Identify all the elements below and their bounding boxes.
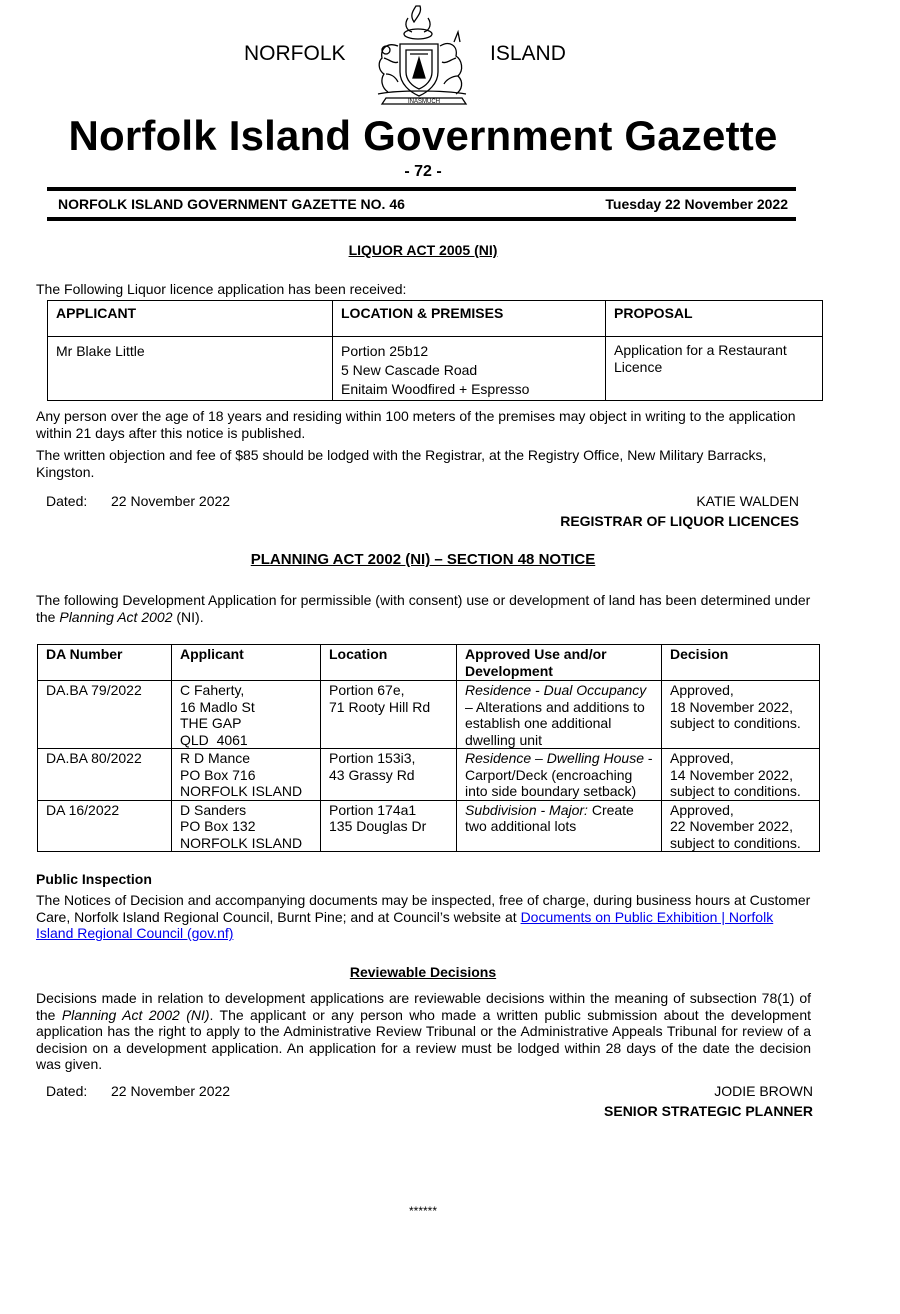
decision-line: 18 November 2022, bbox=[670, 698, 793, 715]
cell-da-number: DA.BA 80/2022 bbox=[38, 749, 172, 801]
use-detail: Create two additional lots bbox=[465, 801, 634, 834]
decision-line: subject to conditions. bbox=[670, 834, 801, 851]
applicant-line: NORFOLK ISLAND bbox=[180, 783, 303, 799]
applicant-line: 16 Madlo St bbox=[180, 698, 255, 715]
liquor-signatory: KATIE WALDEN bbox=[696, 493, 799, 509]
reviewable-act-name: Planning Act 2002 (NI) bbox=[61, 1006, 210, 1023]
use-type: Residence – Dwelling House bbox=[465, 750, 644, 766]
decision-line: Approved, bbox=[670, 801, 734, 818]
decision-line: subject to conditions. bbox=[670, 715, 801, 731]
gazette-date: Tuesday 22 November 2022 bbox=[605, 196, 788, 212]
location-line: Portion 174a1 bbox=[329, 801, 417, 818]
gazette-title: Norfolk Island Government Gazette bbox=[68, 112, 778, 159]
liquor-table bbox=[47, 300, 823, 401]
svg-text:INASMUCH: INASMUCH bbox=[407, 99, 441, 105]
cell-decision bbox=[662, 800, 820, 852]
applicant-line: D Sanders bbox=[180, 801, 247, 818]
cell-da-number: DA 16/2022 bbox=[38, 800, 172, 852]
cell-decision bbox=[662, 749, 820, 801]
col-approved-use: Approved Use and/or Development bbox=[457, 645, 662, 681]
planning-dated-label: Dated: bbox=[46, 1083, 88, 1099]
reviewable-body-end: . The applicant or any person who made a written public submission about the development application has the right to apply to the Administrative Review Tribunal or the Administrative Appeals Tribunal for review of a decision on a development application. An application for a review must be lodged within 28 days of the date the decision was given. bbox=[36, 1006, 811, 1072]
inspection-heading: Public Inspection bbox=[36, 871, 152, 887]
col-applicant: Applicant bbox=[172, 645, 321, 681]
page-number: - 72 - bbox=[404, 163, 442, 180]
col-da-number: DA Number bbox=[38, 645, 172, 681]
location-line: Portion 25b12 bbox=[341, 343, 429, 359]
applicant-line: R D Mance bbox=[180, 750, 251, 766]
applicant-line: NORFOLK ISLAND bbox=[180, 834, 303, 851]
liquor-signatory-title: REGISTRAR OF LIQUOR LICENCES bbox=[560, 513, 799, 529]
table-row bbox=[38, 749, 820, 801]
col-location: LOCATION & PREMISES bbox=[333, 301, 606, 337]
liquor-objection: Any person over the age of 18 years and residing within 100 meters of the premises may object in writing to the application within 21 days after this notice is published. bbox=[36, 408, 796, 441]
col-location: Location bbox=[321, 645, 457, 681]
liquor-fee: The written objection and fee of $85 should be lodged with the Registrar, at the Registry Office, New Military Barracks, Kingston. bbox=[36, 447, 767, 480]
use-detail: - Carport/Deck (encroaching into side boundary setback) bbox=[465, 750, 653, 799]
applicant-line: C Faherty, bbox=[180, 682, 245, 698]
table-row bbox=[48, 337, 823, 401]
planning-heading: PLANNING ACT 2002 (NI) – SECTION 48 NOTICE bbox=[250, 551, 596, 568]
gazette-issue: NORFOLK ISLAND GOVERNMENT GAZETTE NO. 46 bbox=[58, 196, 405, 212]
cell-applicant: Mr Blake Little bbox=[48, 337, 333, 401]
masthead-left-word: NORFOLK bbox=[244, 42, 346, 65]
cell-location bbox=[333, 337, 606, 401]
cell-proposal: Application for a Restaurant Licence bbox=[606, 337, 823, 401]
cell-location bbox=[321, 749, 457, 801]
decision-line: subject to conditions. bbox=[670, 783, 801, 799]
cell-approved-use bbox=[457, 681, 662, 749]
header-rule-top bbox=[47, 187, 796, 191]
decision-line: 14 November 2022, bbox=[670, 766, 793, 783]
col-proposal: PROPOSAL bbox=[606, 301, 823, 337]
decision-line: 22 November 2022, bbox=[670, 818, 793, 834]
end-marker: ****** bbox=[408, 1204, 438, 1218]
intro-act-name: Planning Act 2002 bbox=[59, 608, 173, 625]
table-row bbox=[38, 800, 820, 852]
reviewable-body: Decisions made in relation to development applications are reviewable decisions within the meaning of subsection 78(1) of the bbox=[36, 990, 811, 1023]
planning-table bbox=[37, 644, 820, 852]
applicant-line: QLD 4061 bbox=[180, 731, 248, 748]
location-line: Enitaim Woodfired + Espresso bbox=[341, 381, 530, 397]
inspection-body: The Notices of Decision and accompanying documents may be inspected, free of charge, during business hours at Customer Care, Norfolk Island Regional Council, Burnt Pine; and at Council’s website at bbox=[36, 892, 811, 925]
masthead-right-word: ISLAND bbox=[490, 42, 566, 65]
header-rule-bottom bbox=[47, 217, 796, 221]
cell-approved-use bbox=[457, 800, 662, 852]
cell-approved-use bbox=[457, 749, 662, 801]
public-exhibition-link[interactable]: Documents on Public Exhibition | Norfolk Island Regional Council (gov.nf) bbox=[36, 908, 774, 941]
cell-applicant bbox=[172, 800, 321, 852]
planning-signatory-title: SENIOR STRATEGIC PLANNER bbox=[604, 1103, 813, 1119]
inspection-text bbox=[36, 892, 811, 942]
decision-line: Approved, bbox=[670, 750, 734, 766]
col-decision: Decision bbox=[662, 645, 820, 681]
location-line: Portion 153i3, bbox=[329, 750, 416, 766]
applicant-line: THE GAP bbox=[180, 715, 242, 731]
cell-decision bbox=[662, 681, 820, 749]
use-type: Subdivision - Major: bbox=[465, 801, 588, 818]
liquor-heading: LIQUOR ACT 2005 (NI) bbox=[348, 242, 498, 258]
cell-location bbox=[321, 681, 457, 749]
cell-applicant bbox=[172, 681, 321, 749]
col-applicant: APPLICANT bbox=[48, 301, 333, 337]
coat-of-arms-icon bbox=[366, 2, 480, 108]
cell-da-number: DA.BA 79/2022 bbox=[38, 681, 172, 749]
use-type: Residence - Dual Occupancy bbox=[465, 682, 647, 698]
table-row bbox=[38, 681, 820, 749]
reviewable-heading: Reviewable Decisions bbox=[349, 964, 497, 980]
reviewable-text bbox=[36, 990, 811, 1073]
table-header-row bbox=[48, 301, 823, 337]
liquor-dated-label: Dated: bbox=[46, 493, 88, 509]
location-line: 135 Douglas Dr bbox=[329, 818, 427, 834]
applicant-line: PO Box 132 bbox=[180, 818, 256, 834]
location-line: 43 Grassy Rd bbox=[329, 766, 415, 783]
location-line: 5 New Cascade Road bbox=[341, 362, 478, 378]
planning-dated-value: 22 November 2022 bbox=[111, 1083, 231, 1099]
applicant-line: PO Box 716 bbox=[180, 766, 256, 783]
liquor-dated-value: 22 November 2022 bbox=[111, 493, 231, 509]
location-line: Portion 67e, bbox=[329, 682, 405, 698]
table-header-row bbox=[38, 645, 820, 681]
intro-text: The following Development Application for permissible (with consent) use or development of land has been determined under the bbox=[36, 592, 811, 625]
liquor-intro: The Following Liquor licence application has been received: bbox=[36, 281, 407, 297]
cell-applicant bbox=[172, 749, 321, 801]
planning-intro bbox=[36, 592, 811, 625]
decision-line: Approved, bbox=[670, 682, 734, 698]
intro-text-end: (NI). bbox=[172, 608, 204, 625]
planning-signatory: JODIE BROWN bbox=[714, 1083, 813, 1099]
cell-location bbox=[321, 800, 457, 852]
location-line: 71 Rooty Hill Rd bbox=[329, 698, 431, 715]
use-detail: – Alterations and additions to establish one additional dwelling unit bbox=[465, 698, 645, 748]
